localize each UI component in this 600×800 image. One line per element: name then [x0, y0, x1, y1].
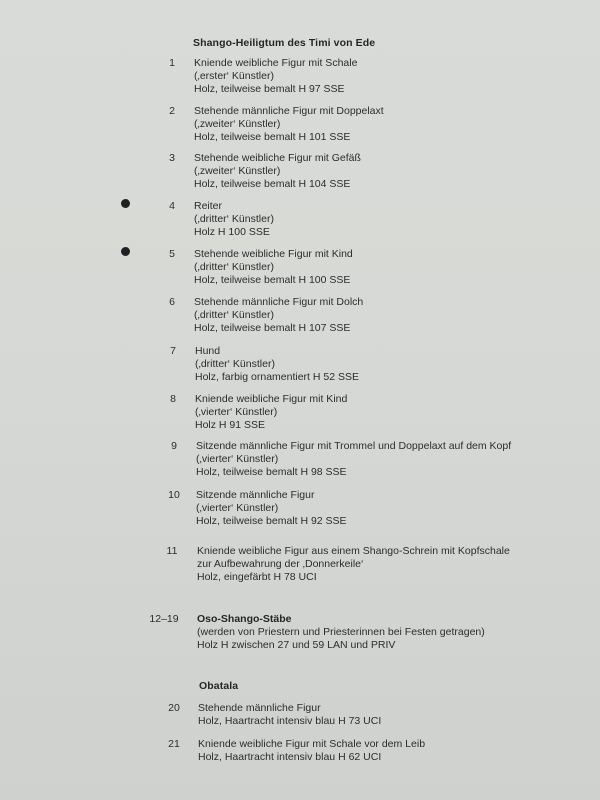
entry-number: 6	[169, 296, 175, 308]
section-heading-shango: Shango-Heiligtum des Timi von Ede	[193, 37, 376, 49]
entry-text	[194, 152, 361, 191]
entry-title: Sitzende männliche Figur	[196, 489, 315, 501]
entry-detail-line: Holz, teilweise bemalt H 100 SSE	[194, 274, 351, 286]
entry-detail-line: (‚vierter‘ Künstler)	[195, 406, 278, 418]
entry-detail-line: Holz, Haartracht intensiv blau H 62 UCI	[198, 751, 382, 763]
entry-title: Kniende weibliche Figur mit Kind	[195, 393, 348, 405]
entry-text	[197, 613, 485, 652]
entry-number: 1	[169, 57, 175, 69]
entry-title: Kniende weibliche Figur mit Schale vor dem Leib	[198, 738, 426, 750]
entry-number: 3	[169, 152, 175, 164]
entry-text	[198, 738, 425, 764]
entry-detail-line: Holz H 100 SSE	[194, 226, 270, 238]
entry-detail-line: (werden von Priestern und Priesterinnen bei Festen getragen)	[197, 626, 485, 638]
entry-number: 9	[171, 440, 177, 452]
entry-title: Stehende männliche Figur mit Dolch	[194, 296, 364, 308]
entry-number: 20	[168, 702, 180, 714]
section-heading-obatala: Obatala	[199, 680, 239, 692]
entry-number: 11	[166, 545, 178, 557]
entry-detail-line: Holz, Haartracht intensiv blau H 73 UCI	[198, 715, 382, 727]
entry-detail-line: (‚dritter‘ Künstler)	[194, 213, 274, 225]
entry-number: 12–19	[149, 613, 179, 625]
entry-text	[194, 57, 357, 96]
entry-text	[194, 248, 353, 287]
entry-detail-line: Holz H 91 SSE	[195, 419, 266, 431]
entry-detail-line: (‚zweiter‘ Künstler)	[194, 118, 281, 130]
entry-detail-line: (‚dritter‘ Künstler)	[194, 309, 274, 321]
entry-number: 10	[168, 489, 180, 501]
entry-detail-line: Holz H zwischen 27 und 59 LAN und PRIV	[197, 639, 396, 651]
entry-title: Stehende weibliche Figur mit Kind	[194, 248, 353, 260]
entry-title: Oso-Shango-Stäbe	[197, 613, 292, 625]
entry-detail-line: Holz, eingefärbt H 78 UCI	[197, 571, 317, 583]
entry-text	[195, 345, 359, 384]
entry-text	[195, 393, 347, 432]
entry-detail-line: Holz, teilweise bemalt H 107 SSE	[194, 322, 351, 334]
entry-number: 7	[170, 345, 176, 357]
bullet-dot-icon	[121, 247, 130, 256]
entry-detail-line: (‚vierter‘ Künstler)	[196, 502, 279, 514]
entry-number: 4	[169, 200, 175, 212]
bullet-dot-icon	[121, 199, 130, 208]
entry-detail-line: (‚zweiter‘ Künstler)	[194, 165, 281, 177]
entry-detail-line: Holz, teilweise bemalt H 101 SSE	[194, 131, 351, 143]
entry-text	[194, 296, 363, 335]
entry-detail-line: (‚dritter‘ Künstler)	[195, 358, 275, 370]
entry-title: Kniende weibliche Figur aus einem Shango-Schrein mit Kopfschale	[197, 545, 510, 557]
entry-number: 21	[168, 738, 180, 750]
entry-title: Sitzende männliche Figur mit Trommel und Doppelaxt auf dem Kopf	[196, 440, 512, 452]
entry-text	[197, 545, 510, 584]
entry-text	[196, 489, 347, 528]
entry-detail-line: Holz, teilweise bemalt H 104 SSE	[194, 178, 351, 190]
entry-text	[194, 200, 274, 239]
entry-detail-line: Holz, farbig ornamentiert H 52 SSE	[195, 371, 359, 383]
entry-detail-line: zur Aufbewahrung der ‚Donnerkeile‘	[197, 558, 364, 570]
entry-detail-line: (‚dritter‘ Künstler)	[194, 261, 274, 273]
entry-title: Stehende männliche Figur	[198, 702, 321, 714]
entry-text	[198, 702, 381, 728]
entry-detail-line: Holz, teilweise bemalt H 92 SSE	[196, 515, 347, 527]
entry-detail-line: Holz, teilweise bemalt H 98 SSE	[196, 466, 347, 478]
entry-detail-line: (‚vierter‘ Künstler)	[196, 453, 279, 465]
entry-text	[196, 440, 511, 479]
entry-number: 5	[169, 248, 175, 260]
entry-number: 2	[169, 105, 175, 117]
entry-title: Hund	[195, 345, 221, 357]
entry-title: Stehende männliche Figur mit Doppelaxt	[194, 105, 384, 117]
entry-text	[194, 105, 384, 144]
entry-title: Kniende weibliche Figur mit Schale	[194, 57, 358, 69]
entry-title: Stehende weibliche Figur mit Gefäß	[194, 152, 361, 164]
entry-number: 8	[170, 393, 176, 405]
entry-title: Reiter	[194, 200, 223, 212]
entry-detail-line: Holz, teilweise bemalt H 97 SSE	[194, 83, 345, 95]
entry-detail-line: (‚erster‘ Künstler)	[194, 70, 274, 82]
